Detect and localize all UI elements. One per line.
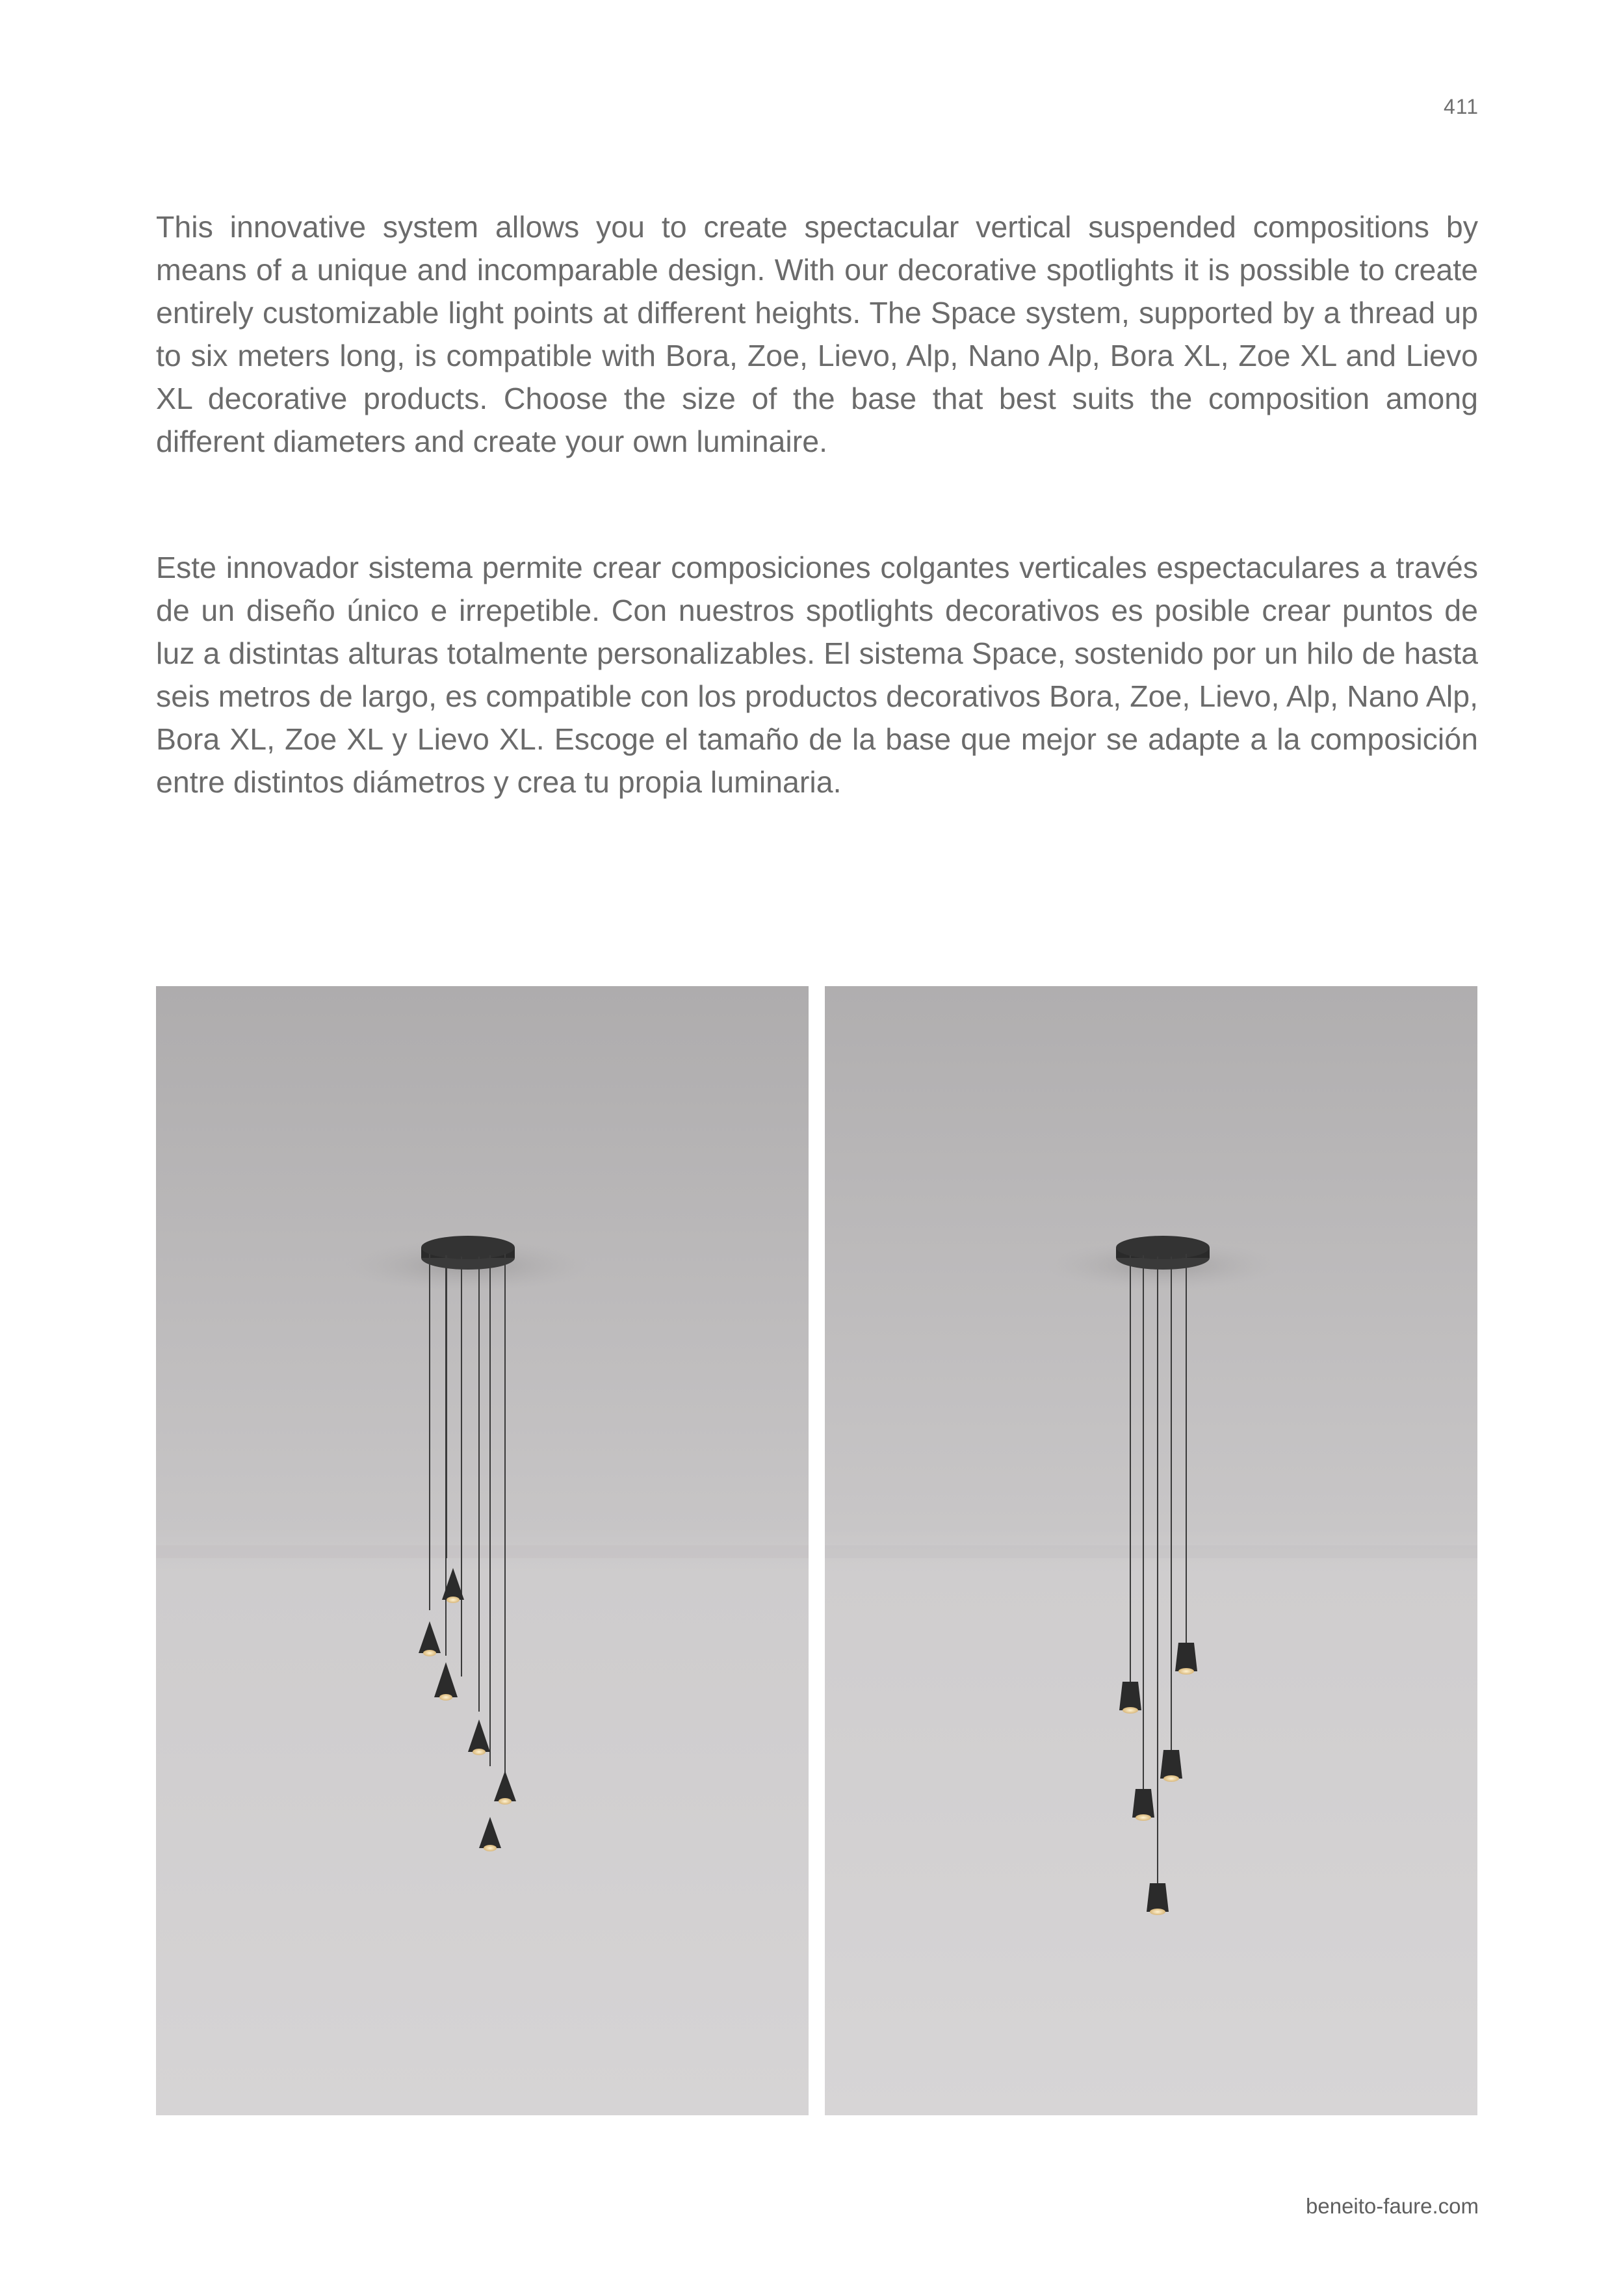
description-spanish: Este innovador sistema permite crear composiciones colgantes verticales espectaculares a través de un diseño único e irrepetible. Con nuestros spotlights decorativos es posible crear puntos de luz a distintas alturas totalmente personalizables. El sistema Space, sostenido por un hilo de hasta seis metros de largo, es compatible con los productos decorativos Bora, Zoe, Lievo, Alp, Nano Alp, Bora XL, Zoe XL y Lievo XL. Escoge el tamaño de la base que mejor se adapte a la composición entre distintos diámetros y crea tu propia luminaria. [156,551,1478,799]
description-english: This innovative system allows you to create spectacular vertical suspended compositions by means of a unique and incomparable design. With our decorative spotlights it is possible to create entirely customizable light points at different heights. The Space system, supported by a thread up to six meters long, is compatible with Bora, Zoe, Lievo, Alp, Nano Alp, Bora XL, Zoe XL and Lievo XL decorative products. Choose the size of the base that best suits the composition among different diameters and create your own luminaire. [156,210,1478,458]
cup-pendants-image [825,986,1477,2115]
page-number: 411 [1443,95,1479,118]
product-photo-cone-pendants [156,986,809,2115]
footer-website[interactable]: beneito-faure.com [1306,2194,1479,2218]
product-photo-cup-pendants [825,986,1477,2115]
cone-pendants-image [156,986,809,2115]
